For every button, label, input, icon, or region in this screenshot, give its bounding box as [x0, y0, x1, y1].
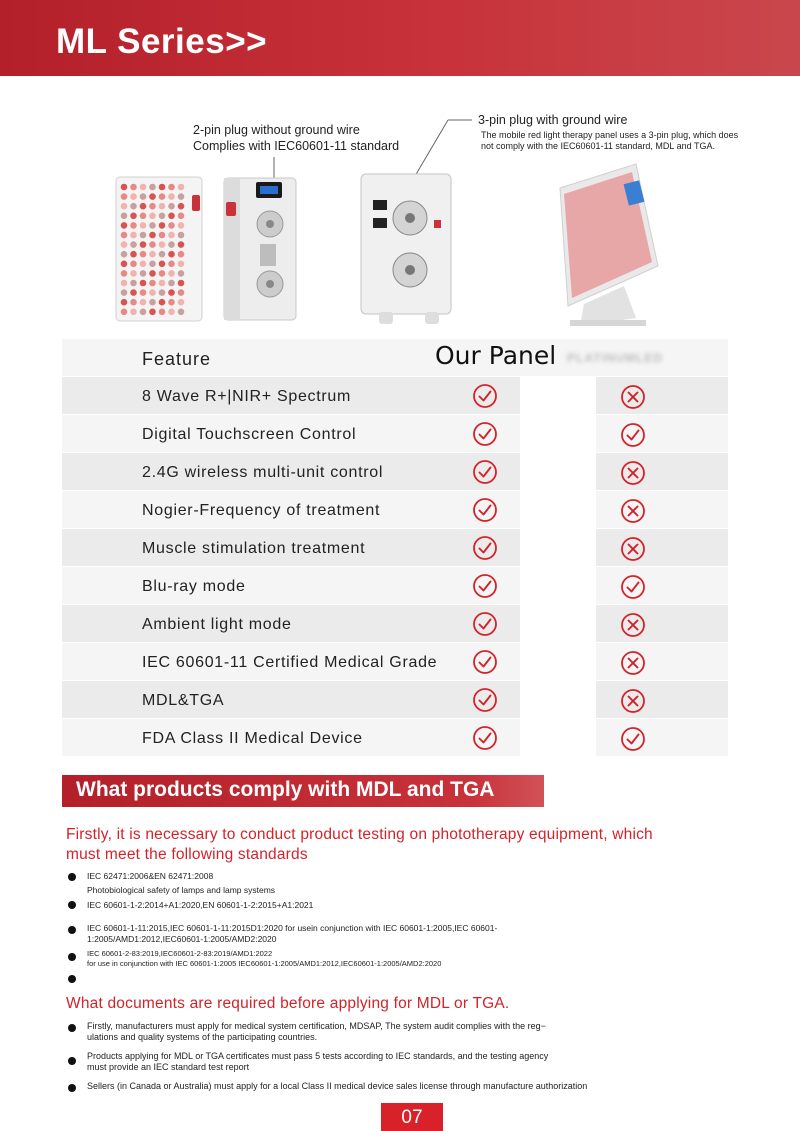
- led-dot: [130, 184, 137, 191]
- document-item: [87, 1051, 647, 1073]
- led-dot: [121, 222, 128, 229]
- three-pin-title: 3-pin plug with ground wire: [478, 113, 628, 127]
- led-dot: [130, 203, 137, 210]
- two-pin-line1: 2-pin plug without ground wire: [193, 123, 360, 137]
- check-icon: [620, 726, 646, 752]
- panel-front-image: [114, 175, 206, 325]
- led-dot: [121, 261, 128, 268]
- standard-line: Photobiological safety of lamps and lamp systems: [87, 884, 276, 895]
- document-line: must provide an IEC standard test report: [87, 1062, 250, 1072]
- blank-cell: [520, 453, 596, 490]
- led-dot: [149, 222, 156, 229]
- led-dot: [149, 232, 156, 239]
- led-dot: [121, 193, 128, 200]
- led-dot: [178, 299, 185, 306]
- standard-line: IEC 62471:2006&EN 62471:2008: [87, 871, 214, 881]
- led-dot: [130, 261, 137, 268]
- led-dot: [121, 309, 128, 316]
- blank-cell: [520, 415, 596, 452]
- led-dot: [178, 261, 185, 268]
- blank-cell: [520, 529, 596, 566]
- feature-label: Muscle stimulation treatment: [142, 540, 366, 557]
- led-dot: [149, 309, 156, 316]
- led-dot: [130, 270, 137, 277]
- led-dot: [121, 251, 128, 258]
- led-dot: [121, 232, 128, 239]
- feature-label: IEC 60601-11 Certified Medical Grade: [142, 654, 438, 671]
- panel-side-image: [220, 172, 304, 326]
- standards-heading: Firstly, it is necessary to conduct product testing on phototherapy equipment, which must meet the following standards: [66, 826, 653, 863]
- cross-icon: [620, 688, 646, 714]
- led-dot: [140, 203, 147, 210]
- blank-cell: [520, 681, 596, 718]
- feature-label: Blu-ray mode: [142, 578, 246, 595]
- standard-item: [87, 949, 627, 968]
- led-dot: [149, 289, 156, 296]
- document-line: Products applying for MDL or TGA certificates must pass 5 tests according to IEC standards, and the testing agency: [87, 1051, 549, 1061]
- document-item: [87, 1081, 687, 1092]
- standard-line: IEC 60601-1-11:2015,IEC 60601-1-11:2015D1:2020 for usein conjunction with IEC 60601-1:2005,IEC 60601-: [87, 923, 498, 933]
- section-title: What products comply with MDL and TGA: [76, 778, 495, 801]
- led-dot: [140, 309, 147, 316]
- led-dot: [159, 193, 166, 200]
- check-icon: [472, 535, 498, 561]
- led-dot: [149, 213, 156, 220]
- feature-label: Digital Touchscreen Control: [142, 426, 357, 443]
- led-dot: [159, 213, 166, 220]
- led-dot: [168, 309, 175, 316]
- check-icon: [472, 725, 498, 751]
- led-dot: [140, 232, 147, 239]
- led-dot: [130, 299, 137, 306]
- led-dot: [178, 241, 185, 248]
- led-dot: [168, 270, 175, 277]
- led-dot: [140, 289, 147, 296]
- feature-label: MDL&TGA: [142, 692, 225, 709]
- led-dot: [159, 241, 166, 248]
- led-dot: [130, 251, 137, 258]
- led-dot: [149, 251, 156, 258]
- led-dot: [130, 280, 137, 287]
- standard-line: IEC 60601-1-2:2014+A1:2020,EN 60601-1-2:2015+A1:2021: [87, 900, 314, 910]
- bullet-dot: [68, 1024, 76, 1032]
- standard-item: [87, 923, 627, 944]
- table-row: [62, 643, 728, 681]
- led-dot: [140, 280, 147, 287]
- led-dot: [168, 289, 175, 296]
- led-dot: [159, 280, 166, 287]
- table-row: [62, 453, 728, 491]
- led-dot: [140, 222, 147, 229]
- led-dot: [130, 289, 137, 296]
- led-dot: [140, 184, 147, 191]
- table-row: [62, 377, 728, 415]
- cross-icon: [620, 612, 646, 638]
- led-dot: [178, 289, 185, 296]
- led-dot: [149, 299, 156, 306]
- led-dot: [178, 270, 185, 277]
- standard-item: [87, 871, 627, 895]
- led-dot: [130, 309, 137, 316]
- led-dot: [140, 270, 147, 277]
- led-dot: [121, 280, 128, 287]
- led-dot: [168, 261, 175, 268]
- two-pin-line2: Complies with IEC60601-11 standard: [193, 139, 400, 153]
- led-dot: [130, 241, 137, 248]
- bullet-dot: [68, 1057, 76, 1065]
- check-icon: [472, 459, 498, 485]
- standard-item: [87, 900, 627, 911]
- feature-label: FDA Class II Medical Device: [142, 730, 363, 747]
- led-dot: [159, 270, 166, 277]
- header-our-panel: Our Panel: [435, 341, 557, 370]
- three-pin-description: The mobile red light therapy panel uses a 3-pin plug, which does not comply with the IEC60601-11 standard, MDL and TGA.: [481, 130, 739, 151]
- led-dot: [159, 299, 166, 306]
- cross-icon: [620, 536, 646, 562]
- standard-line: 1:2005/AMD1:2012,IEC60601-1:2005/AMD2:2020: [87, 933, 277, 944]
- table-row: [62, 415, 728, 453]
- led-dot: [178, 213, 185, 220]
- led-dot: [149, 241, 156, 248]
- bullet-dot: [68, 953, 76, 961]
- led-dot: [178, 309, 185, 316]
- page-number: 07: [381, 1103, 443, 1131]
- page-title: ML Series>>: [56, 22, 268, 61]
- led-dot: [149, 270, 156, 277]
- cross-icon: [620, 384, 646, 410]
- bullet-dot-empty: [68, 975, 76, 983]
- document-line: Sellers (in Canada or Australia) must apply for a local Class II medical device sales license through manufacture authorization: [87, 1081, 588, 1091]
- standard-line: for use in conjunction with IEC 60601-1:2005 IEC60601-1:2005/AMD1:2012,IEC60601-1:2005/AMD2:2020: [87, 958, 442, 968]
- check-icon: [472, 649, 498, 675]
- document-item: [87, 1021, 647, 1043]
- feature-label: Ambient light mode: [142, 616, 292, 633]
- led-dot: [121, 213, 128, 220]
- led-dot: [149, 193, 156, 200]
- table-row: [62, 529, 728, 567]
- led-dot: [121, 289, 128, 296]
- led-dot: [159, 184, 166, 191]
- table-row: [62, 491, 728, 529]
- blank-cell: [520, 491, 596, 528]
- led-dot: [178, 222, 185, 229]
- led-dot: [121, 184, 128, 191]
- document-line: Firstly, manufacturers must apply for medical system certification, MDSAP, The system audit complies with the reg−: [87, 1021, 546, 1031]
- header-competitor: PLATINUMLED: [567, 351, 664, 365]
- blank-cell: [520, 567, 596, 604]
- documents-heading: What documents are required before applying for MDL or TGA.: [66, 995, 510, 1012]
- led-dot: [140, 213, 147, 220]
- led-dot: [168, 241, 175, 248]
- led-dot: [168, 280, 175, 287]
- blank-cell: [520, 643, 596, 680]
- cross-icon: [620, 460, 646, 486]
- led-dot: [149, 280, 156, 287]
- check-icon: [620, 574, 646, 600]
- comparison-table: [62, 339, 728, 757]
- standard-line: IEC 60601-2-83:2019,IEC60601-2-83:2019/AMD1:2022: [87, 949, 273, 958]
- led-dot: [140, 193, 147, 200]
- led-dot: [178, 203, 185, 210]
- blank-cell: [520, 605, 596, 642]
- feature-label: 8 Wave R+|NIR+ Spectrum: [142, 388, 352, 405]
- bullet-dot: [68, 1084, 76, 1092]
- table-header-row: [62, 339, 728, 377]
- led-dot: [159, 232, 166, 239]
- led-dot: [159, 251, 166, 258]
- panel-back-image: [355, 170, 457, 328]
- led-dot: [130, 213, 137, 220]
- led-dot: [140, 299, 147, 306]
- table-row: [62, 719, 728, 757]
- led-dot: [168, 213, 175, 220]
- check-icon: [620, 422, 646, 448]
- led-dot: [159, 203, 166, 210]
- led-dot: [130, 232, 137, 239]
- feature-label: Nogier-Frequency of treatment: [142, 502, 381, 519]
- feature-label: 2.4G wireless multi-unit control: [142, 464, 384, 481]
- led-dot: [140, 241, 147, 248]
- led-dot: [168, 299, 175, 306]
- mobile-panel-image: [540, 158, 670, 334]
- led-dot: [159, 309, 166, 316]
- led-dot: [178, 232, 185, 239]
- document-line: ulations and quality systems of the participating countries.: [87, 1032, 318, 1042]
- led-dot: [121, 203, 128, 210]
- check-icon: [472, 573, 498, 599]
- table-row: [62, 681, 728, 719]
- led-dot: [121, 270, 128, 277]
- header-feature: Feature: [142, 349, 212, 369]
- led-dot: [178, 280, 185, 287]
- led-dot: [130, 222, 137, 229]
- header-band: [0, 0, 800, 76]
- check-icon: [472, 611, 498, 637]
- led-dot: [140, 251, 147, 258]
- bullet-dot: [68, 901, 76, 909]
- table-row: [62, 605, 728, 643]
- led-dot: [168, 232, 175, 239]
- bullet-dot: [68, 873, 76, 881]
- blank-cell: [520, 719, 596, 756]
- check-icon: [472, 383, 498, 409]
- led-dot: [159, 261, 166, 268]
- led-dot: [121, 299, 128, 306]
- led-dot: [159, 289, 166, 296]
- led-dot: [168, 222, 175, 229]
- section-title-bar: [62, 775, 544, 807]
- led-dot: [168, 193, 175, 200]
- check-icon: [472, 421, 498, 447]
- check-icon: [472, 687, 498, 713]
- cross-icon: [620, 650, 646, 676]
- led-dot: [178, 251, 185, 258]
- led-dot: [168, 203, 175, 210]
- bullet-dot: [68, 926, 76, 934]
- led-dot: [168, 251, 175, 258]
- led-dot: [159, 222, 166, 229]
- led-dot: [149, 184, 156, 191]
- blank-cell: [520, 377, 596, 414]
- led-dot: [130, 193, 137, 200]
- led-dot: [121, 241, 128, 248]
- led-dot: [178, 184, 185, 191]
- led-dot: [140, 261, 147, 268]
- led-dot: [149, 261, 156, 268]
- table-row: [62, 567, 728, 605]
- led-dot: [149, 203, 156, 210]
- led-dot: [178, 193, 185, 200]
- led-dot: [168, 184, 175, 191]
- cross-icon: [620, 498, 646, 524]
- check-icon: [472, 497, 498, 523]
